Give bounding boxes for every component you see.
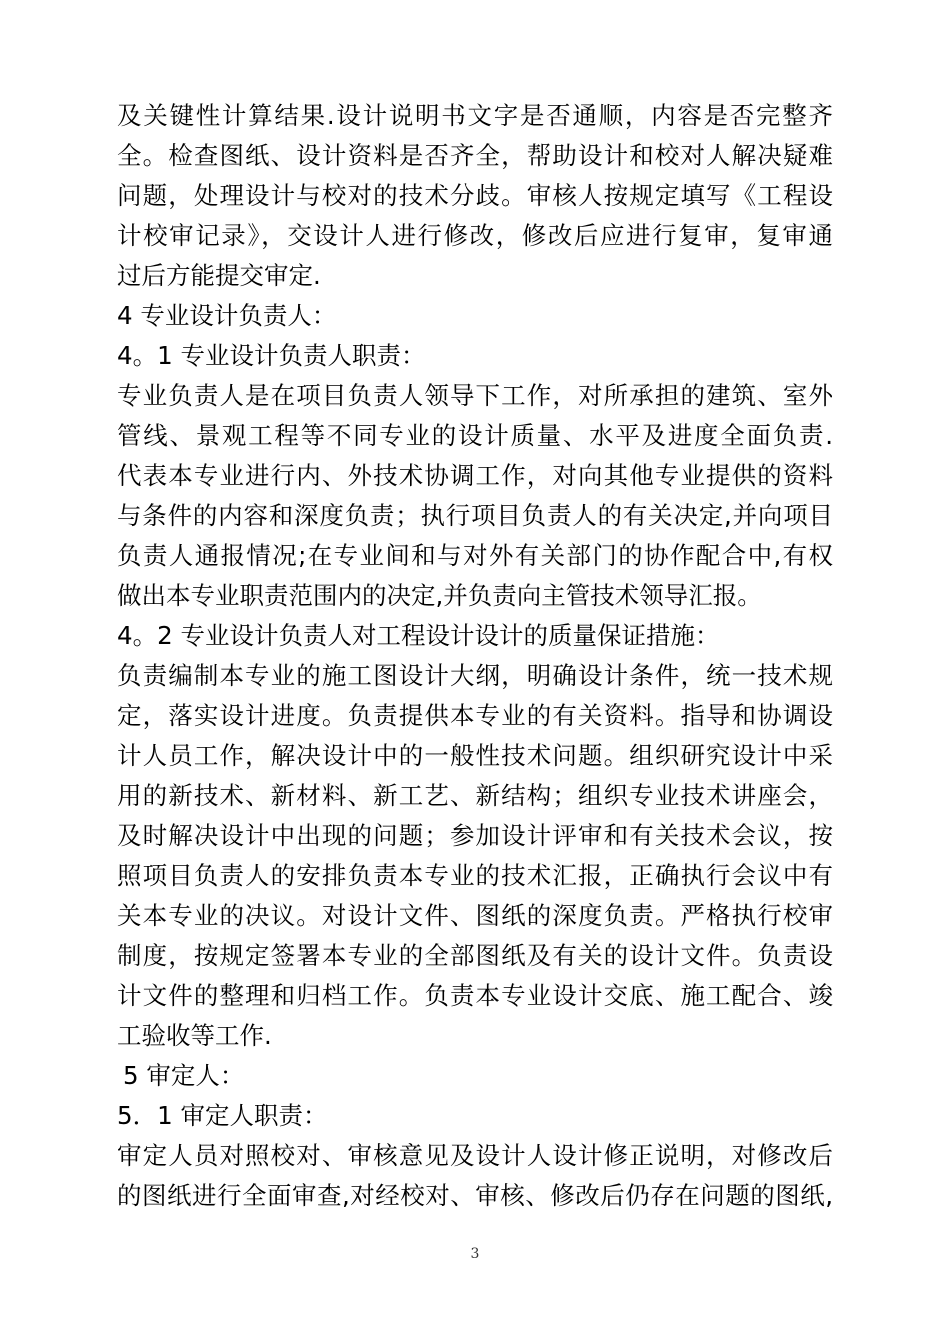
text-line: 计文件的整理和归档工作。负责本专业设计交底、施工配合、竣 [117,981,833,1010]
text-line: 与条件的内容和深度负责；执行项目负责人的有关决定,并向项目 [117,501,833,530]
text-line: 及关键性计算结果.设计说明书文字是否通顺，内容是否完整齐 [117,101,833,130]
text-line: 及时解决设计中出现的问题；参加设计评审和有关技术会议，按 [117,821,833,850]
text-line: 用的新技术、新材料、新工艺、新结构；组织专业技术讲座会， [117,781,833,810]
text-line: 过后方能提交审定. [117,261,321,290]
text-line: 做出本专业职责范围内的决定,并负责向主管技术领导汇报。 [117,581,762,610]
text-line: 定，落实设计进度。负责提供本专业的有关资料。指导和协调设 [117,701,833,730]
section-heading: 5 审定人： [123,1061,245,1090]
text-line: 的图纸进行全面审查,对经校对、审核、修改后仍存在问题的图纸, [117,1181,833,1210]
text-line: 负责人通报情况;在专业间和与对外有关部门的协作配合中,有权 [117,541,833,570]
text-line: 制度，按规定签署本专业的全部图纸及有关的设计文件。负责设 [117,941,833,970]
text-line: 代表本专业进行内、外技术协调工作，对向其他专业提供的资料 [117,461,833,490]
text-line: 审定人员对照校对、审核意见及设计人设计修正说明，对修改后 [117,1141,833,1170]
text-line: 管线、景观工程等不同专业的设计质量、水平及进度全面负责. [117,421,833,450]
text-line: 问题，处理设计与校对的技术分歧。审核人按规定填写《工程设 [117,181,833,210]
text-line: 全。检查图纸、设计资料是否齐全，帮助设计和校对人解决疑难 [117,141,833,170]
text-line: 关本专业的决议。对设计文件、图纸的深度负责。严格执行校审 [117,901,833,930]
text-line: 负责编制本专业的施工图设计大纲，明确设计条件，统一技术规 [117,661,833,690]
text-line: 工验收等工作. [117,1021,272,1050]
document-body [117,96,833,1216]
section-heading: 4 专业设计负责人： [117,301,337,330]
page-number: 3 [470,1246,480,1262]
text-line: 计人员工作，解决设计中的一般性技术问题。组织研究设计中采 [117,741,833,770]
text-line: 照项目负责人的安排负责本专业的技术汇报，正确执行会议中有 [117,861,833,890]
text-line: 专业负责人是在项目负责人领导下工作，对所承担的建筑、室外 [117,381,833,410]
text-line: 计校审记录》，交设计人进行修改，修改后应进行复审，复审通 [117,221,833,250]
subsection-heading: 4。1 专业设计负责人职责： [117,341,426,370]
subsection-heading: 4。2 专业设计负责人对工程设计设计的质量保证措施： [117,621,720,650]
subsection-heading: 5．1 审定人职责： [117,1101,328,1130]
